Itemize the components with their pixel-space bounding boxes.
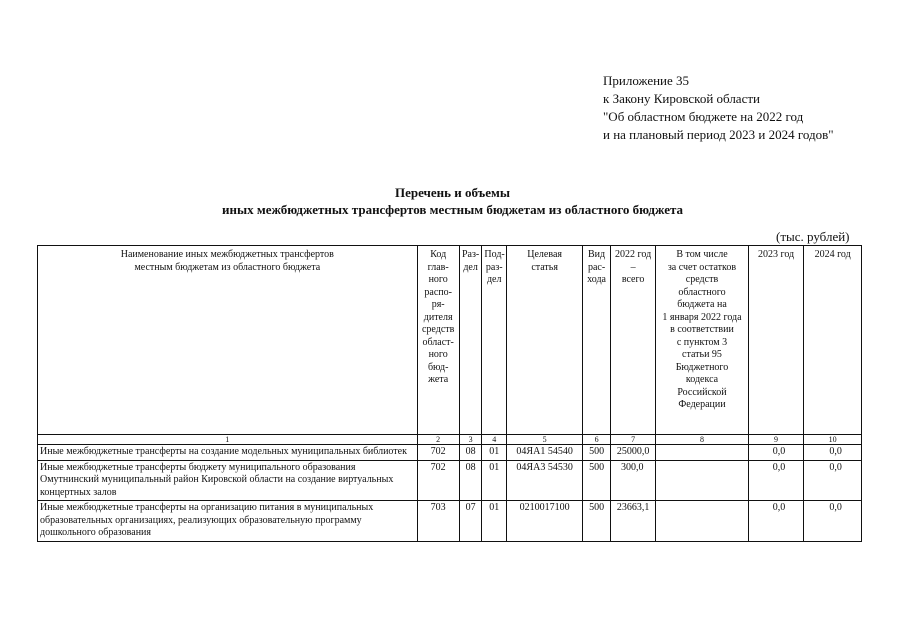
header-code bbox=[417, 246, 459, 435]
header-expense-line: рас- bbox=[587, 261, 606, 273]
header-target bbox=[507, 246, 583, 435]
column-number: 4 bbox=[482, 435, 507, 445]
row-2023: 0,0 bbox=[748, 460, 804, 501]
row-expense-type: 500 bbox=[583, 501, 611, 542]
header-expense-type bbox=[583, 246, 611, 435]
row-2024: 0,0 bbox=[804, 460, 862, 501]
row-including bbox=[656, 445, 749, 461]
header-subsection-line: дел bbox=[486, 274, 502, 285]
row-section: 08 bbox=[459, 460, 482, 501]
header-section bbox=[459, 246, 482, 435]
row-expense-type: 500 bbox=[583, 460, 611, 501]
header-code-line: дителя bbox=[423, 311, 453, 323]
transfers-table bbox=[37, 245, 862, 542]
row-expense-type: 500 bbox=[583, 445, 611, 461]
header-2023: 2023 год bbox=[748, 246, 804, 435]
row-target: 04ЯА1 54540 bbox=[507, 445, 583, 461]
header-subsection-line: Под- bbox=[484, 249, 505, 260]
table-row bbox=[38, 501, 862, 542]
header-including-line: бюджета на bbox=[677, 299, 727, 310]
header-including-line: Бюджетного bbox=[675, 361, 729, 373]
row-target: 0210017100 bbox=[507, 501, 583, 542]
row-including bbox=[656, 460, 749, 501]
column-number: 8 bbox=[656, 435, 749, 445]
column-number: 2 bbox=[417, 435, 459, 445]
row-section: 07 bbox=[459, 501, 482, 542]
row-including bbox=[656, 501, 749, 542]
column-number: 1 bbox=[38, 435, 418, 445]
table-row bbox=[38, 460, 862, 501]
column-number: 5 bbox=[507, 435, 583, 445]
header-2024: 2024 год bbox=[804, 246, 862, 435]
appendix-line: Приложение 35 bbox=[603, 73, 690, 88]
header-including-line: статьи 95 bbox=[682, 349, 722, 360]
header-code-line: бюд- bbox=[427, 361, 449, 373]
header-including bbox=[656, 246, 749, 435]
header-code-line: област- bbox=[422, 336, 454, 348]
header-including-line: с пунктом 3 bbox=[676, 336, 728, 348]
row-2024: 0,0 bbox=[804, 501, 862, 542]
row-2022-total: 25000,0 bbox=[610, 445, 655, 461]
row-name: Иные межбюджетные трансферты бюджету муниципального образования Омутнинский муниципальный район Кировской области на создание виртуальных концертных залов bbox=[38, 460, 418, 501]
header-including-line: кодекса bbox=[685, 374, 719, 385]
column-number-row bbox=[38, 435, 862, 445]
title-line: Перечень и объемы bbox=[394, 185, 511, 200]
column-number: 7 bbox=[610, 435, 655, 445]
header-subsection bbox=[482, 246, 507, 435]
row-2024: 0,0 bbox=[804, 445, 862, 461]
row-subsection: 01 bbox=[482, 501, 507, 542]
header-including-line: в соответствии bbox=[670, 324, 734, 335]
row-name: Иные межбюджетные трансферты на создание модельных муниципальных библиотек bbox=[38, 445, 418, 461]
header-including-line: за счет остатков bbox=[667, 261, 737, 273]
header-name-line: Наименование иных межбюджетных трансфертов bbox=[120, 249, 334, 260]
header-target-line: Целевая bbox=[527, 249, 562, 260]
header-including-line: 1 января 2022 года bbox=[662, 311, 742, 323]
row-2023: 0,0 bbox=[748, 501, 804, 542]
header-section-line: Раз- bbox=[461, 249, 480, 260]
table-row bbox=[38, 445, 862, 461]
header-including-line: В том числе bbox=[676, 249, 728, 260]
row-subsection: 01 bbox=[482, 460, 507, 501]
header-code-line: ного bbox=[428, 274, 448, 285]
header-2022-total bbox=[610, 246, 655, 435]
header-name-line: местным бюджетам из областного бюджета bbox=[134, 261, 321, 273]
header-expense-line: Вид bbox=[588, 249, 606, 260]
header-code-line: распо- bbox=[424, 286, 452, 298]
header-subsection-line: раз- bbox=[485, 261, 503, 273]
header-code-line: ря- bbox=[431, 299, 445, 310]
header-expense-line: хода bbox=[587, 274, 606, 285]
header-section-line: дел bbox=[463, 261, 478, 273]
column-number: 3 bbox=[459, 435, 482, 445]
row-2022-total: 23663,1 bbox=[610, 501, 655, 542]
row-2023: 0,0 bbox=[748, 445, 804, 461]
header-code-line: жета bbox=[428, 374, 449, 385]
column-number: 9 bbox=[748, 435, 804, 445]
header-code-line: средств bbox=[421, 324, 455, 335]
column-number: 6 bbox=[583, 435, 611, 445]
header-code-line: ного bbox=[428, 349, 448, 360]
document-title bbox=[0, 184, 905, 218]
header-2022-line: 2022 год – bbox=[615, 249, 652, 273]
header-code-line: Код bbox=[430, 249, 447, 260]
appendix-heading bbox=[603, 72, 834, 144]
row-name: Иные межбюджетные трансферты на организацию питания в муниципальных образовательных организациях, реализующих образовательную программу дошкольного образования bbox=[38, 501, 418, 542]
row-code: 702 bbox=[417, 460, 459, 501]
header-code-line: глав- bbox=[427, 261, 449, 273]
header-including-line: средств bbox=[685, 274, 719, 285]
header-target-line: статья bbox=[531, 261, 558, 273]
row-subsection: 01 bbox=[482, 445, 507, 461]
appendix-line: и на плановый период 2023 и 2024 годов" bbox=[603, 127, 834, 142]
appendix-line: "Об областном бюджете на 2022 год bbox=[603, 109, 804, 124]
units-label: (тыс. рублей) bbox=[776, 229, 850, 244]
title-line: иных межбюджетных трансфертов местным бюджетам из областного бюджета bbox=[221, 202, 684, 217]
appendix-line: к Закону Кировской области bbox=[603, 91, 760, 106]
header-including-line: Российской bbox=[677, 386, 727, 398]
column-number: 10 bbox=[804, 435, 862, 445]
row-code: 702 bbox=[417, 445, 459, 461]
header-including-line: Федерации bbox=[678, 399, 726, 410]
row-section: 08 bbox=[459, 445, 482, 461]
header-2022-line: всего bbox=[621, 274, 645, 285]
table-header-row bbox=[38, 246, 862, 435]
row-target: 04ЯА3 54530 bbox=[507, 460, 583, 501]
row-code: 703 bbox=[417, 501, 459, 542]
header-including-line: областного bbox=[678, 286, 726, 298]
row-2022-total: 300,0 bbox=[610, 460, 655, 501]
header-name bbox=[38, 246, 418, 435]
